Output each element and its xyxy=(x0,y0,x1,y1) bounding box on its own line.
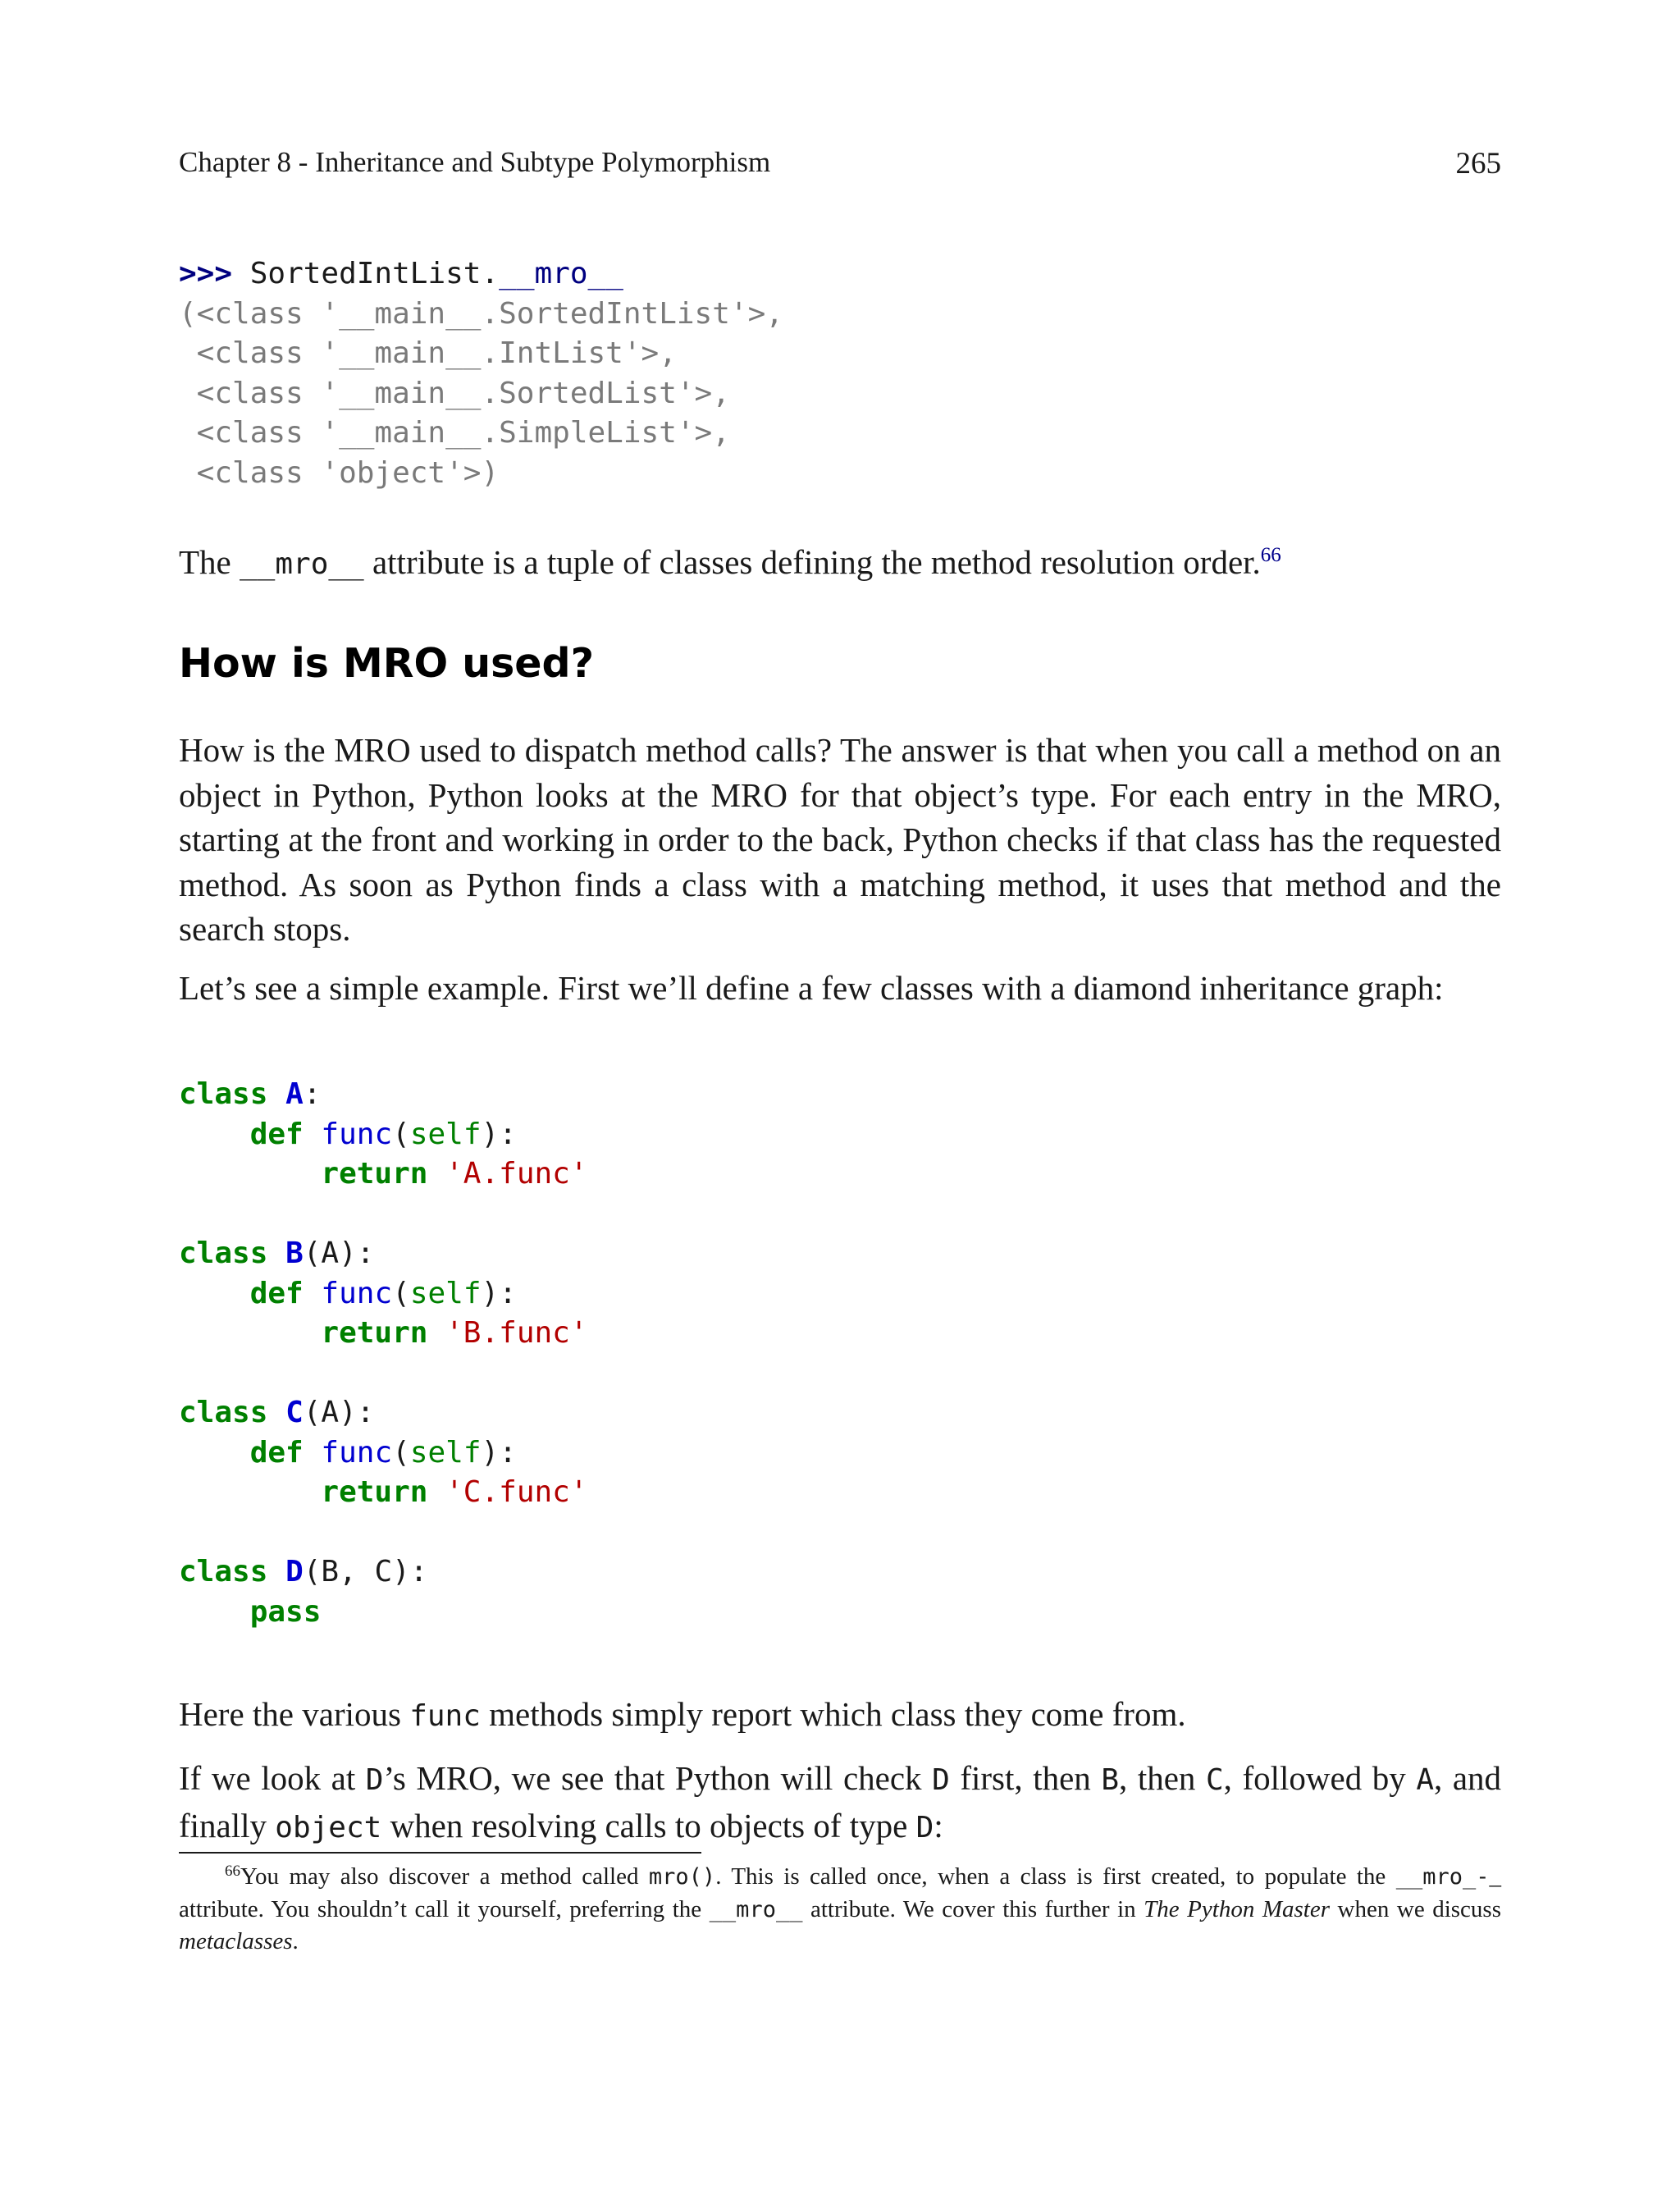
code-line: class B(A): xyxy=(179,1236,375,1270)
mro-paragraph: The __mro__ attribute is a tuple of classes defining the method resolution order.$^{66}$ xyxy=(179,543,1281,581)
method-name: func xyxy=(321,1117,393,1151)
method-name: func xyxy=(321,1276,393,1310)
blank-line xyxy=(179,1195,588,1235)
code-line: return 'C.func' xyxy=(321,1475,588,1509)
string-literal: 'B.func' xyxy=(445,1316,588,1350)
code-line: def func(self): xyxy=(249,1276,517,1310)
code-line: def func(self): xyxy=(249,1435,517,1470)
repl-attribute: __mro__ xyxy=(499,257,623,290)
class-name: B xyxy=(285,1236,304,1270)
code-line: return 'B.func' xyxy=(321,1316,588,1350)
footnote-reference[interactable]: 66 xyxy=(1260,544,1281,566)
class-definitions-code-block xyxy=(179,1075,588,1632)
footnote: $^{66}$You may also discover a method called mro(). This is called once, when a class is first created, to populate the __mro_-_ attribute. You shouldn’t call it yourself, preferring the __mro__ attribute. We cover this further in The Python Master when we discuss metaclasses. xyxy=(179,1863,1502,1954)
class-name: C xyxy=(285,1396,304,1429)
page-header xyxy=(179,146,1501,185)
code-line: class C(A): xyxy=(179,1396,375,1429)
inline-code: func xyxy=(409,1699,481,1733)
repl-output-line: <class '__main__.SimpleList'>, xyxy=(179,416,730,450)
page-number: 265 xyxy=(1455,147,1501,181)
repl-code-block xyxy=(179,254,783,493)
string-literal: 'C.func' xyxy=(445,1475,588,1509)
code-line: def func(self): xyxy=(249,1117,517,1151)
repl-output-line: (<class '__main__.SortedIntList'>, xyxy=(179,296,783,331)
repl-object: SortedIntList. xyxy=(249,257,500,290)
repl-input-line xyxy=(179,254,783,295)
book-title: The Python Master xyxy=(1144,1895,1331,1922)
inline-code: __mro__ xyxy=(240,547,364,581)
chapter-title: Chapter 8 - Inheritance and Subtype Polymorphism xyxy=(179,146,771,178)
class-name: A xyxy=(285,1077,304,1111)
code-line: class D(B, C): xyxy=(179,1555,428,1588)
emphasis: metaclasses xyxy=(179,1928,293,1954)
blank-line xyxy=(179,1354,588,1394)
example-paragraph: Let’s see a simple example. First we’ll define a few classes with a diamond inheritance graph: xyxy=(179,969,1444,1007)
dispatch-paragraph: How is the MRO used to dispatch method calls? The answer is that when you call a method on an object in Python, Python looks at the MRO for that object’s type. For each entry in the MRO, starting at the front and working in order to the back, Python checks if that class has the requested method. As soon as Python finds a class with a matching method, it uses that method and the search stops. xyxy=(179,731,1501,948)
section-heading: How is MRO used? xyxy=(179,640,595,687)
footnote-divider xyxy=(179,1852,701,1854)
footnote-number: 66 xyxy=(225,1863,240,1880)
repl-output-line: <class 'object'>) xyxy=(179,455,500,490)
class-name: D xyxy=(285,1555,304,1588)
string-literal: 'A.func' xyxy=(445,1157,588,1191)
method-name: func xyxy=(321,1435,393,1470)
blank-line xyxy=(179,1513,588,1553)
d-mro-paragraph: If we look at D’s MRO, we see that Python will check D first, then B, then C, followed by A, and finally object when resolving calls to objects of type D: xyxy=(179,1759,1502,1844)
func-paragraph: Here the various func methods simply report which class they come from. xyxy=(179,1695,1186,1733)
code-line: return 'A.func' xyxy=(321,1157,588,1191)
code-line: pass xyxy=(249,1594,322,1629)
repl-output-line: <class '__main__.SortedList'>, xyxy=(179,376,730,410)
repl-output-line: <class '__main__.IntList'>, xyxy=(179,336,677,370)
code-line: class A: xyxy=(179,1077,322,1111)
repl-prompt: >>> xyxy=(179,257,233,290)
